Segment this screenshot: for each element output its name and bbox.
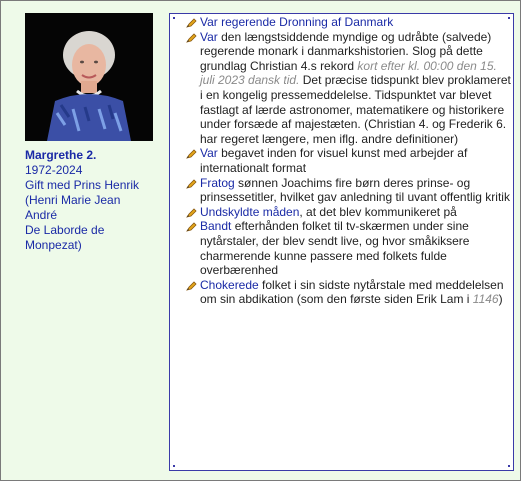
item-text: , at det blev kommunikeret på: [299, 204, 457, 219]
profile-years: 1972-2024: [25, 163, 83, 177]
facts-panel: [169, 13, 514, 471]
panel-corner-dot: [173, 465, 175, 467]
item-muted-text: kort efter kl. 00:00 den 15. juli 2023 dansk tid.: [200, 58, 497, 88]
pencil-bullet-icon: [186, 207, 197, 218]
list-item: [184, 219, 512, 277]
item-link[interactable]: Bandt: [200, 219, 232, 234]
profile-married: Gift med Prins Henrik: [25, 178, 140, 192]
pencil-bullet-icon: [186, 148, 197, 159]
pencil-bullet-icon: [186, 280, 197, 291]
list-item: [184, 205, 512, 220]
list-item: [184, 30, 512, 147]
portrait-photo: [25, 13, 153, 141]
profile-spouse-line1: (Henri Marie Jean: [25, 193, 121, 207]
pencil-bullet-icon: [186, 221, 197, 232]
item-link[interactable]: Chokerede: [200, 277, 259, 292]
item-link[interactable]: Var: [200, 146, 218, 161]
pencil-bullet-icon: [186, 32, 197, 43]
item-text: efterhånden folket til tv-skærmen under sine nytårstaler, der blev sendt live, og hvor småkiksere charmerende kunne passere med folkets fulde overbærenhed: [200, 219, 470, 278]
facts-list: [184, 15, 512, 307]
item-link[interactable]: Fratog: [200, 175, 235, 190]
panel-corner-dot: [173, 17, 175, 19]
item-link[interactable]: Var: [200, 29, 218, 44]
item-text: den længstsiddende myndige og udråbte (salvede) regerende monark i danmarkshistorien. Slog på dette grundlag Christian 4.s rekord: [200, 29, 492, 73]
list-item: [184, 176, 512, 205]
item-text: begavet inden for visuel kunst med arbejder af internationalt format: [200, 146, 468, 175]
item-link[interactable]: Undskyldte måden: [200, 204, 300, 219]
item-text: ): [498, 292, 503, 307]
item-muted-text: 1146: [472, 292, 499, 307]
panel-corner-dot: [508, 465, 510, 467]
list-item: [184, 146, 512, 175]
item-link[interactable]: Var regerende Dronning af Danmark: [200, 15, 394, 29]
item-text: sønnen Joachims fire børn deres prinse- og prinsessetitler, hvilket gav anledning til uvant offentlig kritik: [200, 175, 510, 205]
item-text: folket i sin sidste nytårstale med meddelelsen om sin abdikation (som den første siden Erik Lam i: [200, 277, 504, 307]
profile-name: Margrethe 2.: [25, 148, 97, 162]
pencil-bullet-icon: [186, 178, 197, 189]
profile-spouse-line3: De Laborde de: [25, 223, 105, 237]
profile-spouse-line2: André: [25, 208, 58, 222]
profile-spouse-line4: Monpezat): [25, 238, 82, 252]
list-item: [184, 278, 512, 307]
list-item: [184, 15, 512, 30]
profile-caption: [25, 148, 165, 253]
item-text: Det præcise tidspunkt blev proklameret i en kongelig pressemeddelelse. Tidspunktet var blevet fastlagt af lærde astronomer, matematikere og historikere under forsæde af majestæten. (Christian 4. og Frederik 6. har regeret længere, men iflg. andre definitioner): [200, 73, 511, 146]
pencil-bullet-icon: [186, 17, 197, 28]
